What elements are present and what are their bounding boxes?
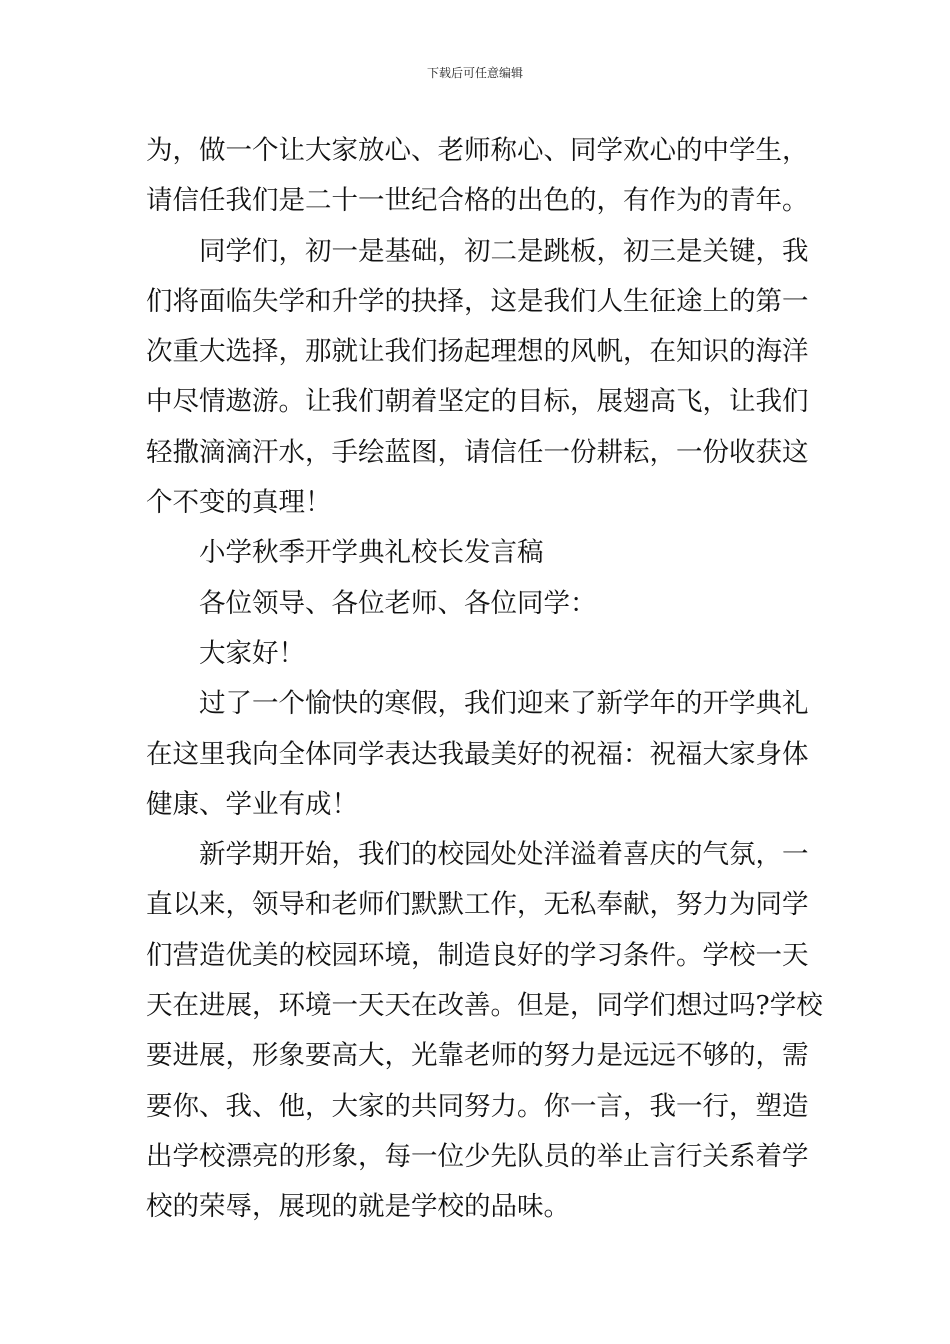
text-line: 新学期开始，我们的校园处处洋溢着喜庆的气氛，一: [199, 839, 809, 871]
text-line: 请信任我们是二十一世纪合格的出色的，有作为的青年。: [146, 185, 809, 217]
text-line: 健康、学业有成！: [146, 788, 358, 820]
text-line: 们营造优美的校园环境，制造良好的学习条件。学校一天: [146, 939, 809, 971]
text-line: 同学们，初一是基础，初二是跳板，初三是关键，我: [199, 235, 809, 267]
text-line: 次重大选择，那就让我们扬起理想的风帆，在知识的海洋: [146, 336, 809, 368]
text-line: 过了一个愉快的寒假，我们迎来了新学年的开学典礼: [199, 688, 809, 720]
text-line: 轻撒滴滴汗水，手绘蓝图，请信任一份耕耘，一份收获这: [146, 436, 809, 468]
text-line: 在这里我向全体同学表达我最美好的祝福：祝福大家身体: [146, 738, 809, 770]
salutation: 各位领导、各位老师、各位同学：: [199, 587, 597, 619]
text-line: 中尽情遨游。让我们朝着坚定的目标，展翅高飞，让我们: [146, 386, 809, 418]
text-line: 出学校漂亮的形象，每一位少先队员的举止言行关系着学: [146, 1140, 809, 1172]
text-line: 们将面临失学和升学的抉择，这是我们人生征途上的第一: [146, 285, 809, 317]
section-title: 小学秋季开学典礼校长发言稿: [199, 537, 544, 569]
text-line: 个不变的真理！: [146, 487, 332, 519]
text-line: 直以来，领导和老师们默默工作，无私奉献，努力为同学: [146, 889, 809, 921]
text-line: 为，做一个让大家放心、老师称心、同学欢心的中学生，: [146, 135, 809, 166]
text-line: 校的荣辱，展现的就是学校的品味。: [146, 1191, 570, 1223]
text-line: 要进展，形象要高大，光靠老师的努力是远远不够的，需: [146, 1040, 809, 1072]
page-header: 下载后可任意编辑: [426, 66, 523, 80]
text-line: 天在进展，环境一天天在改善。但是，同学们想过吗?学校: [146, 990, 823, 1022]
text-line: 要你、我、他，大家的共同努力。你一言，我一行，塑造: [146, 1090, 809, 1122]
document-body: [146, 126, 823, 1233]
greeting: 大家好！: [199, 637, 305, 669]
